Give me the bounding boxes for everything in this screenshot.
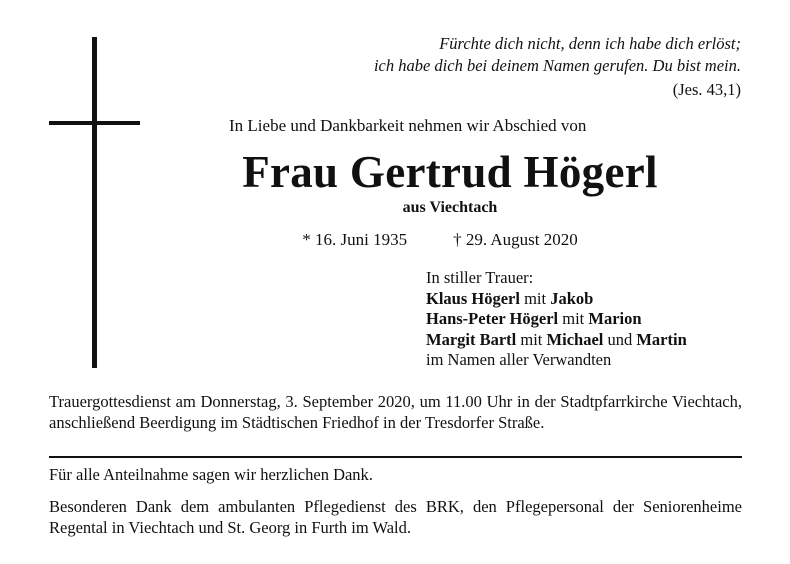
life-dates — [0, 230, 790, 250]
bible-verse — [271, 33, 741, 101]
divider — [49, 456, 742, 458]
verse-reference: (Jes. 43,1) — [672, 80, 741, 99]
mourner-line-2: Hans-Peter Högerl mit Marion — [426, 309, 642, 328]
deceased-name: Frau Gertrud Högerl — [242, 147, 658, 197]
special-thanks-text: Besonderen Dank dem ambulanten Pflegedienst des BRK, den Pflegepersonal der Seniorenheime Regental in Viechtach und St. Georg in Furth im Wald. — [49, 497, 742, 537]
verse-line-1: Fürchte dich nicht, denn ich habe dich erlöst; — [439, 34, 741, 53]
death-date: † 29. August 2020 — [453, 230, 578, 249]
mourner-line-3: Margit Bartl mit Michael und Martin — [426, 329, 687, 349]
mourner-line-1: Klaus Högerl mit Jakob — [426, 288, 594, 308]
birth-date: * 16. Juni 1935 — [302, 230, 408, 249]
deceased-origin: aus Viechtach — [402, 199, 498, 216]
service-info: Trauergottesdienst am Donnerstag, 3. September 2020, um 11.00 Uhr in der Stadtpfarrkirche Viechtach, anschließend Beerdigung im Städtischen Friedhof in der Tresdorfer Straße. — [49, 392, 742, 432]
cross-icon-bar — [49, 121, 140, 125]
mourners-footer: im Namen aller Verwandten — [426, 350, 612, 369]
mourners-block — [426, 268, 687, 371]
intro-text: In Liebe und Dankbarkeit nehmen wir Abschied von — [229, 116, 587, 135]
verse-line-2: ich habe dich bei deinem Namen gerufen. Du bist mein. — [373, 56, 741, 75]
thanks-text: Für alle Anteilnahme sagen wir herzlichen Dank. — [49, 465, 373, 484]
mourners-heading: In stiller Trauer: — [426, 268, 534, 287]
